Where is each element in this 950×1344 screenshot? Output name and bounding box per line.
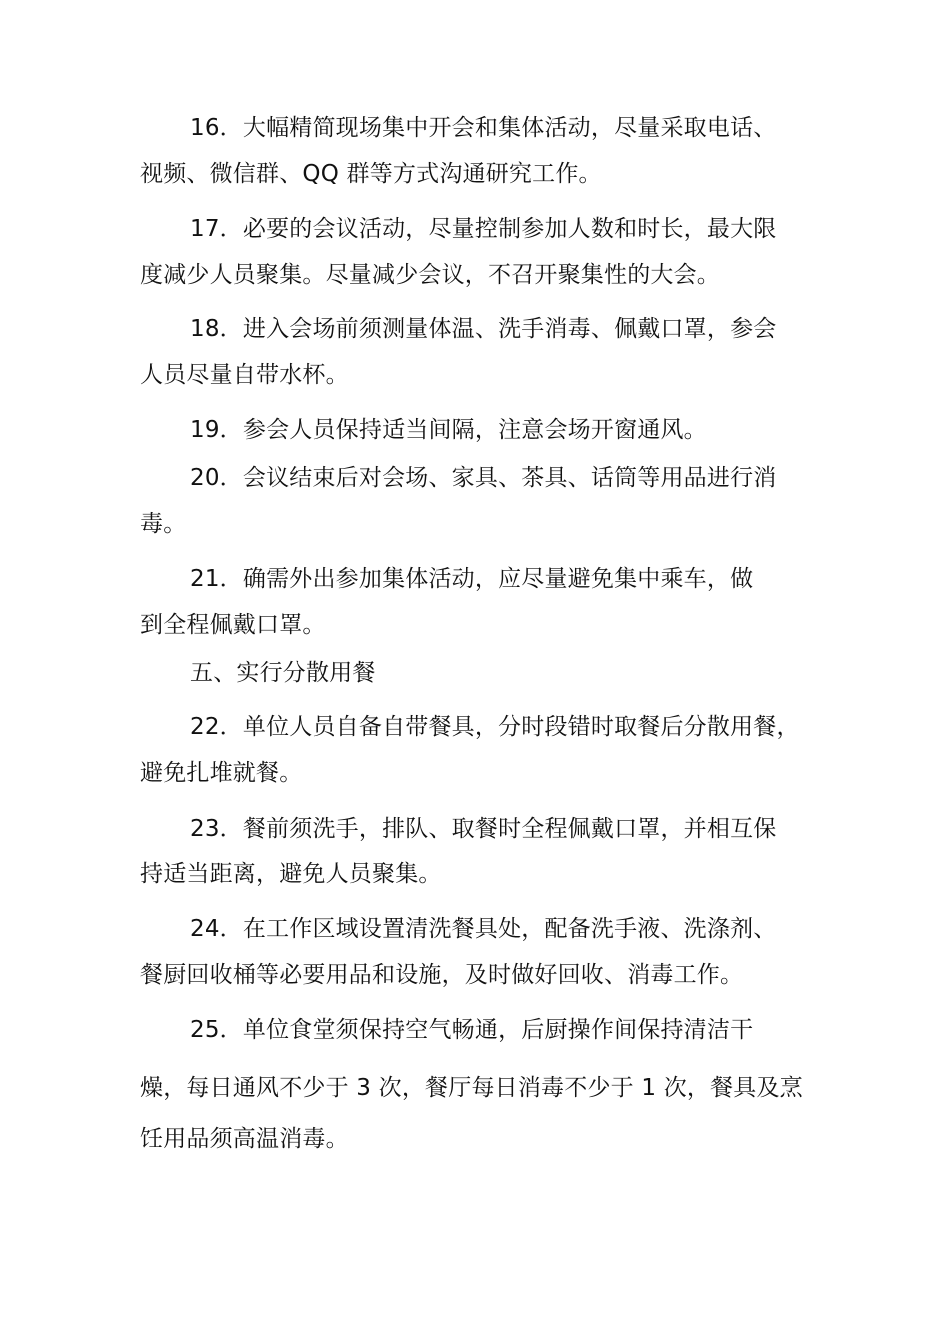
item-25-line-3: 饪用品须高温消毒。 (140, 1126, 349, 1152)
item-19-line-1: 19．参会人员保持适当间隔，注意会场开窗通风。 (190, 417, 707, 443)
item-16-line-1: 16．大幅精简现场集中开会和集体活动，尽量采取电话、 (190, 115, 777, 141)
item-23-line-2: 持适当距离，避免人员聚集。 (140, 861, 442, 887)
item-25-line-1: 25．单位食堂须保持空气畅通，后厨操作间保持清洁干 (190, 1017, 754, 1043)
item-24-line-2: 餐厨回收桶等必要用品和设施，及时做好回收、消毒工作。 (140, 962, 744, 988)
item-20-line-2: 毒。 (140, 511, 187, 537)
item-16-line-2: 视频、微信群、QQ 群等方式沟通研究工作。 (140, 161, 602, 187)
item-20-line-1: 20．会议结束后对会场、家具、茶具、话筒等用品进行消 (190, 465, 777, 491)
item-18-line-2: 人员尽量自带水杯。 (140, 362, 349, 388)
item-18-line-1: 18．进入会场前须测量体温、洗手消毒、佩戴口罩，参会 (190, 316, 777, 342)
item-21-line-1: 21．确需外出参加集体活动，应尽量避免集中乘车，做 (190, 566, 754, 592)
item-22-line-2: 避免扎堆就餐。 (140, 760, 303, 786)
item-25-line-2: 燥，每日通风不少于 3 次，餐厅每日消毒不少于 1 次，餐具及烹 (140, 1075, 803, 1101)
item-22-line-1: 22．单位人员自备自带餐具，分时段错时取餐后分散用餐， (190, 714, 800, 740)
item-23-line-1: 23．餐前须洗手，排队、取餐时全程佩戴口罩，并相互保 (190, 816, 777, 842)
item-17-line-2: 度减少人员聚集。尽量减少会议，不召开聚集性的大会。 (140, 262, 720, 288)
item-17-line-1: 17．必要的会议活动，尽量控制参加人数和时长，最大限 (190, 216, 777, 242)
item-24-line-1: 24．在工作区域设置清洗餐具处，配备洗手液、洗涤剂、 (190, 916, 777, 942)
item-21-line-2: 到全程佩戴口罩。 (140, 612, 326, 638)
section-heading-5: 五、实行分散用餐 (190, 660, 376, 686)
